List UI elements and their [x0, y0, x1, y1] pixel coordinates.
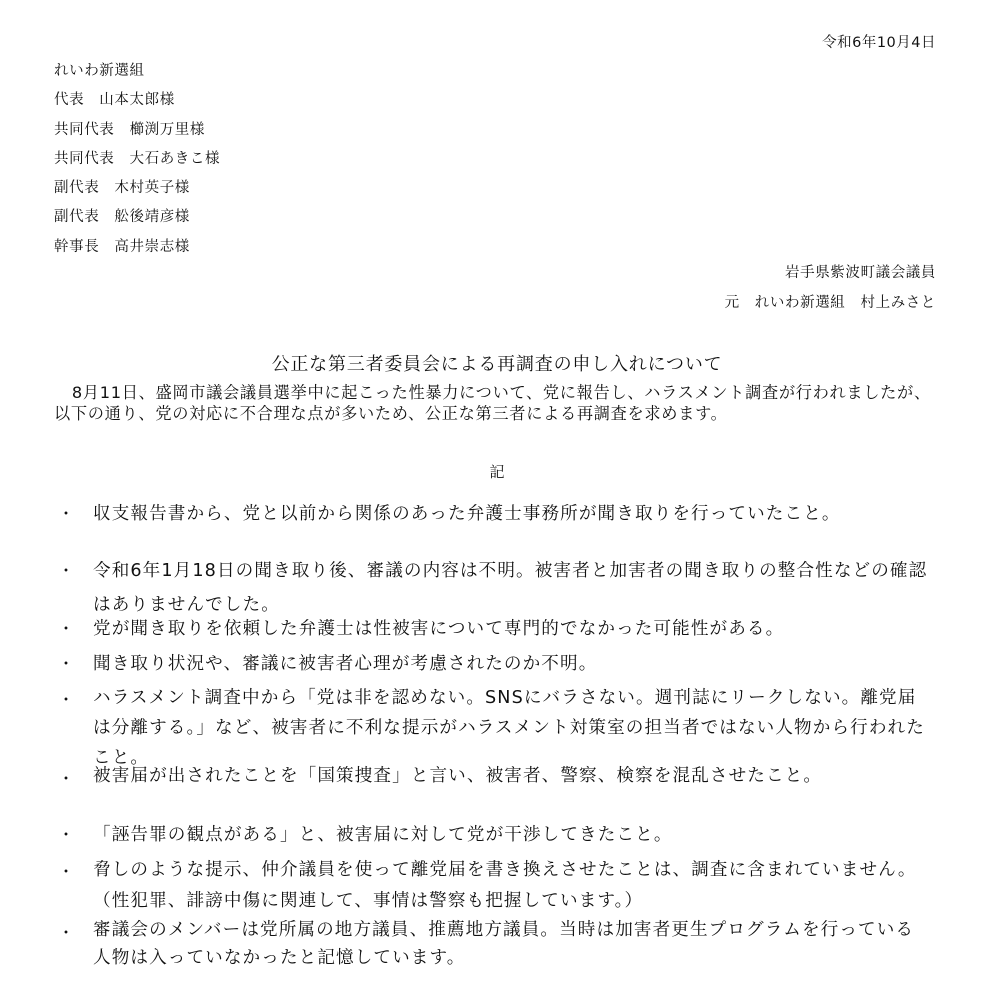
ki-heading: 記 [489, 463, 505, 481]
list-item-text: 令和6年1月18日の聞き取り後、審議の内容は不明。被害者と加害者の聞き取りの整合性などの確認はありませんでした。 [93, 561, 928, 615]
bullet-marker: ・ [58, 504, 76, 523]
sender-block [725, 264, 936, 324]
recipient-line: 代表 山本太郎様 [54, 92, 175, 109]
recipient-line: 副代表 木村英子様 [54, 180, 190, 197]
list-item-text: 審議会のメンバーは党所属の地方議員、推薦地方議員。当時は加害者更生プログラムを行っている人物は入っていなかったと記憶しています。 [93, 920, 915, 968]
bullet-marker: ・ [58, 619, 76, 638]
recipient-line: 共同代表 櫛渕万里様 [54, 121, 205, 138]
bullet-marker: ・ [58, 825, 76, 844]
recipient-line: 幹事長 高井崇志様 [54, 238, 190, 255]
bullet-marker: ・ [58, 690, 76, 709]
list-item-text: ハラスメント調査中から「党は非を認めない。SNSにバラさない。週刊誌にリークしない。離党届は分離する。」など、被害者に不利な提示がハラスメント対策室の担当者ではない人物から行われたこと。 [93, 688, 925, 768]
bullet-marker: ・ [58, 862, 76, 881]
recipient-line: れいわ新選組 [54, 63, 145, 79]
bullet-marker: ・ [58, 561, 76, 580]
list-item-text: 聞き取り状況や、審議に被害者心理が考慮されたのか不明。 [93, 654, 598, 674]
bullet-marker: ・ [58, 923, 76, 942]
recipient-line: 副代表 舩後靖彦様 [54, 209, 190, 226]
list-item-text: 脅しのような提示、仲介議員を使って離党届を書き換えさせたことは、調査に含まれていません。（性犯罪、誹謗中傷に関連して、事情は警察も把握しています。） [93, 860, 917, 911]
sender-affiliation: 岩手県紫波町議会議員 [785, 265, 936, 281]
recipient-line: 共同代表 大石あきこ様 [54, 150, 221, 167]
list-item-text: 収支報告書から、党と以前から関係のあった弁護士事務所が聞き取りを行っていたこと。 [93, 504, 841, 524]
list-item-text: 「誣告罪の観点がある」と、被害届に対して党が干渉してきたこと。 [93, 825, 673, 845]
intro-paragraph: 8月11日、盛岡市議会議員選挙中に起こった性暴力について、党に報告し、ハラスメント調査が行われましたが、以下の通り、党の対応に不合理な点が多いため、公正な第三者による再調査を求めます。 [54, 383, 931, 423]
document-title: 公正な第三者委員会による再調査の申し入れについて [271, 354, 723, 375]
bullet-marker: ・ [58, 769, 76, 788]
list-item-text: 党が聞き取りを依頼した弁護士は性被害について専門的でなかった可能性がある。 [93, 619, 785, 639]
recipient-block [54, 62, 220, 267]
sender-name: 元 れいわ新選組 村上みさと [724, 295, 936, 311]
list-item-text: 被害届が出されたことを「国策捜査」と言い、被害者、警察、検察を混乱させたこと。 [93, 766, 823, 786]
bullet-marker: ・ [58, 654, 76, 673]
document-date: 令和6年10月4日 [822, 35, 936, 51]
